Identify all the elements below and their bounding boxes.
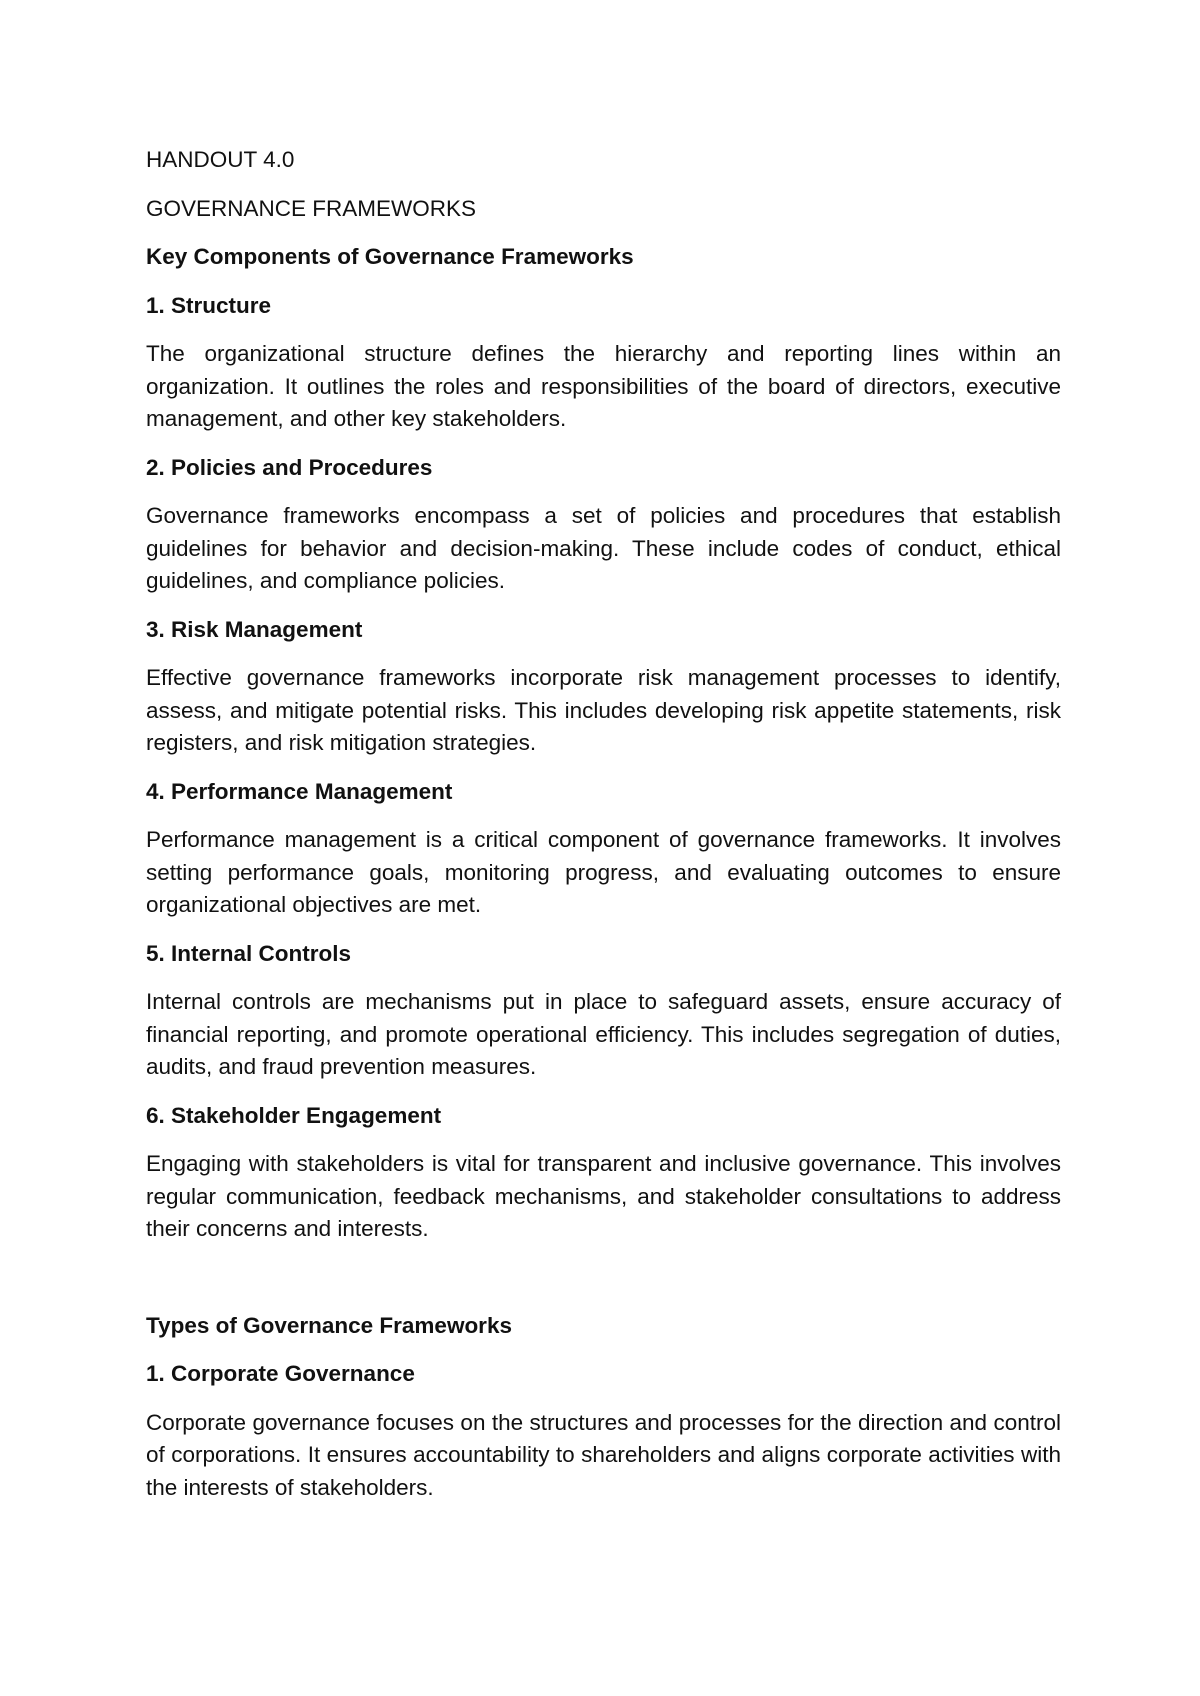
- key-component-risk-management: [146, 614, 1061, 760]
- section-spacer: [146, 1262, 1061, 1310]
- item-heading: 1. Structure: [146, 292, 272, 318]
- key-component-stakeholder-engagement: [146, 1100, 1061, 1246]
- key-component-internal-controls: [146, 938, 1061, 1084]
- item-body: Governance frameworks encompass a set of policies and procedures that establish guidelines for behavior and decision-making. These include codes of conduct, ethical guidelines, and compliance policies.: [146, 503, 1061, 593]
- item-body: Corporate governance focuses on the structures and processes for the direction and control of corporations. It ensures accountability to shareholders and aligns corporate activities with the interests of stakeholders.: [146, 1409, 1061, 1500]
- item-body: The organizational structure defines the hierarchy and reporting lines within an organization. It outlines the roles and responsibilities of the board of directors, executive management, and other key stakeholders.: [146, 341, 1061, 431]
- type-corporate-governance: [146, 1358, 1061, 1504]
- types-heading: Types of Governance Frameworks: [146, 1312, 512, 1338]
- item-body: Performance management is a critical component of governance frameworks. It involves setting performance goals, monitoring progress, and evaluating outcomes to ensure organizational objectives are met.: [146, 827, 1061, 917]
- key-component-structure: [146, 290, 1061, 436]
- item-heading: 1. Corporate Governance: [146, 1361, 415, 1386]
- key-components-heading: Key Components of Governance Frameworks: [146, 244, 634, 269]
- item-heading: 2. Policies and Procedures: [146, 454, 433, 480]
- handout-label: HANDOUT 4.0: [146, 147, 295, 172]
- document-content: [146, 144, 1061, 1520]
- item-heading: 4. Performance Management: [146, 778, 453, 804]
- key-component-policies: [146, 452, 1061, 598]
- item-body: Internal controls are mechanisms put in place to safeguard assets, ensure accuracy of financial reporting, and promote operational efficiency. This includes segregation of duties, audits, and fraud prevention measures.: [146, 989, 1061, 1079]
- item-body: Engaging with stakeholders is vital for transparent and inclusive governance. This involves regular communication, feedback mechanisms, and stakeholder consultations to address their concerns and interests.: [146, 1151, 1061, 1241]
- item-heading: 3. Risk Management: [146, 616, 363, 642]
- document-title: GOVERNANCE FRAMEWORKS: [146, 195, 477, 221]
- item-body: Effective governance frameworks incorporate risk management processes to identify, assess, and mitigate potential risks. This includes developing risk appetite statements, risk registers, and risk mitigation strategies.: [146, 665, 1061, 755]
- key-component-performance: [146, 776, 1061, 922]
- item-heading: 6. Stakeholder Engagement: [146, 1102, 442, 1128]
- item-heading: 5. Internal Controls: [146, 940, 352, 966]
